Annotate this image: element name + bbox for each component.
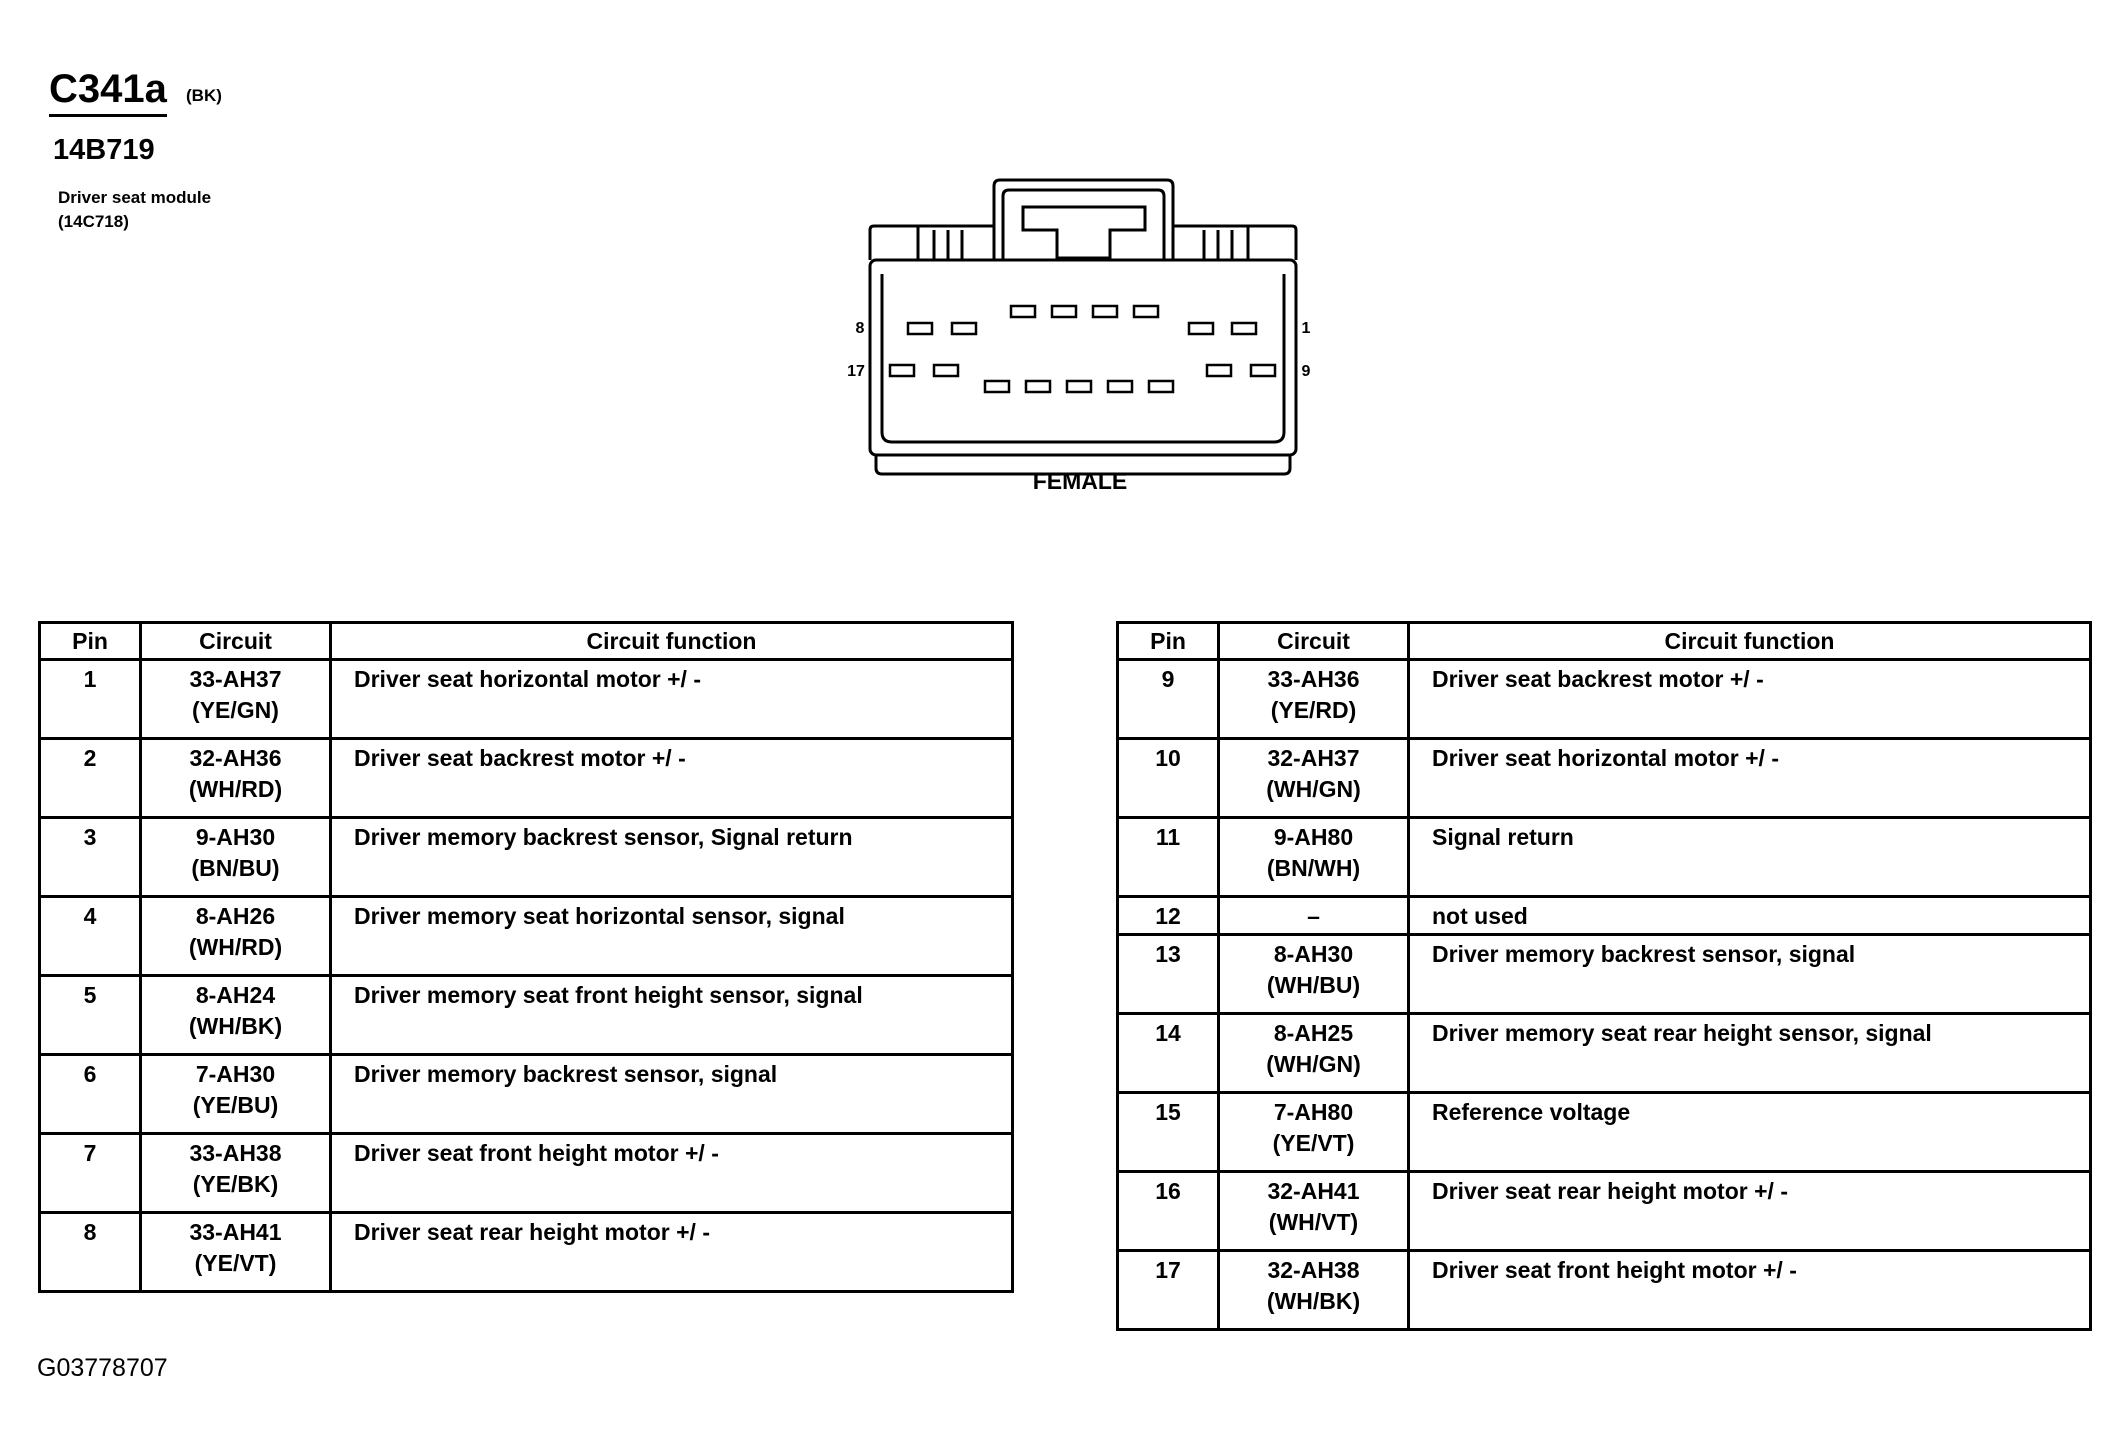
table-row — [1118, 1172, 2091, 1251]
wire-color: (WH/RD) — [188, 934, 283, 960]
pin-table-right — [1116, 621, 2092, 1331]
connector-color: (BK) — [186, 86, 222, 105]
circuit-function: Driver seat backrest motor +/ - — [331, 739, 1013, 818]
circuit-cell — [1219, 818, 1409, 897]
pin-table-left — [38, 621, 1014, 1293]
connector-gender: FEMALE — [1032, 468, 1128, 494]
circuit-function: Driver seat horizontal motor +/ - — [1409, 739, 2091, 818]
circuit-code: 8-AH30 — [1273, 941, 1354, 967]
wire-color: (BN/BU) — [191, 855, 280, 881]
wire-color: (YE/GN) — [192, 697, 279, 723]
circuit-cell — [1219, 897, 1409, 935]
circuit-code: 33-AH38 — [189, 1140, 282, 1166]
circuit-function: Driver seat front height motor +/ - — [331, 1134, 1013, 1213]
connector-id: C341a — [49, 66, 167, 117]
circuit-code: 8-AH26 — [195, 903, 276, 929]
circuit-code: 32-AH37 — [1267, 745, 1360, 771]
pin-number: 3 — [40, 818, 141, 897]
circuit-code: 8-AH24 — [195, 982, 276, 1008]
pin-number: 1 — [40, 660, 141, 739]
connector-face-diagram — [840, 170, 1310, 500]
circuit-function: Signal return — [1409, 818, 2091, 897]
table-row — [40, 1134, 1013, 1213]
wire-color: (YE/RD) — [1270, 697, 1357, 723]
circuit-code: 7-AH30 — [195, 1061, 276, 1087]
circuit-code: 9-AH30 — [195, 824, 276, 850]
table-row — [1118, 1014, 2091, 1093]
header-function: Circuit function — [331, 623, 1013, 660]
module-description: Driver seat module — [58, 188, 212, 207]
pin-table-left-body — [40, 660, 1013, 1292]
circuit-cell — [141, 739, 331, 818]
header-function: Circuit function — [1409, 623, 2091, 660]
pin-number: 13 — [1118, 935, 1219, 1014]
circuit-cell — [1219, 660, 1409, 739]
housing-inner — [882, 274, 1284, 442]
circuit-function: Driver memory seat rear height sensor, signal — [1409, 1014, 2091, 1093]
pin-number: 6 — [40, 1055, 141, 1134]
housing-body — [870, 260, 1296, 455]
pin-label-1: 1 — [1301, 320, 1310, 337]
table-row — [40, 897, 1013, 976]
circuit-code: 32-AH41 — [1267, 1178, 1360, 1204]
pin-table-right-body — [1118, 660, 2091, 1330]
circuit-function: Driver memory seat front height sensor, signal — [331, 976, 1013, 1055]
latch-window — [1023, 207, 1145, 258]
circuit-cell — [141, 818, 331, 897]
pin-label-9: 9 — [1301, 363, 1310, 380]
pin-number: 2 — [40, 739, 141, 818]
wire-color: (WH/GN) — [1266, 1051, 1361, 1077]
wire-color: (YE/BU) — [192, 1092, 279, 1118]
pin-number: 10 — [1118, 739, 1219, 818]
wire-color: (WH/VT) — [1268, 1209, 1359, 1235]
header-circuit: Circuit — [141, 623, 331, 660]
pin-number: 11 — [1118, 818, 1219, 897]
circuit-cell — [141, 976, 331, 1055]
pin-number: 9 — [1118, 660, 1219, 739]
circuit-code: 9-AH80 — [1273, 824, 1354, 850]
wire-color: (WH/BK) — [1266, 1288, 1361, 1314]
circuit-code: 32-AH38 — [1267, 1257, 1360, 1283]
circuit-cell — [141, 1055, 331, 1134]
circuit-function: Reference voltage — [1409, 1093, 2091, 1172]
circuit-code: 8-AH25 — [1273, 1020, 1354, 1046]
circuit-cell — [141, 660, 331, 739]
circuit-function: Driver seat backrest motor +/ - — [1409, 660, 2091, 739]
circuit-code: 32-AH36 — [189, 745, 282, 771]
part-number: 14B719 — [53, 134, 155, 166]
circuit-cell — [141, 1213, 331, 1292]
circuit-code: 33-AH36 — [1267, 666, 1360, 692]
pin-label-17: 17 — [847, 363, 865, 380]
wire-color: (WH/GN) — [1266, 776, 1361, 802]
wire-color: (WH/RD) — [188, 776, 283, 802]
pin-number: 7 — [40, 1134, 141, 1213]
table-row — [40, 660, 1013, 739]
pin-number: 4 — [40, 897, 141, 976]
circuit-cell — [1219, 1172, 1409, 1251]
table-row — [1118, 935, 2091, 1014]
pin-label-8: 8 — [855, 320, 865, 337]
pin-number: 12 — [1118, 897, 1219, 935]
table-row — [40, 1213, 1013, 1292]
table-row — [40, 1055, 1013, 1134]
circuit-function: Driver memory backrest sensor, signal — [1409, 935, 2091, 1014]
circuit-code: 33-AH41 — [189, 1219, 282, 1245]
circuit-function: Driver seat rear height motor +/ - — [1409, 1172, 2091, 1251]
circuit-code: 33-AH37 — [189, 666, 282, 692]
wire-color: (YE/VT) — [194, 1250, 277, 1276]
wire-color: (BN/WH) — [1266, 855, 1361, 881]
circuit-cell — [141, 1134, 331, 1213]
pin-number: 16 — [1118, 1172, 1219, 1251]
circuit-cell — [1219, 935, 1409, 1014]
table-row — [40, 739, 1013, 818]
header-pin: Pin — [40, 623, 141, 660]
circuit-cell — [1219, 1093, 1409, 1172]
circuit-function: Driver memory backrest sensor, Signal return — [331, 818, 1013, 897]
circuit-cell — [141, 897, 331, 976]
table-row — [40, 976, 1013, 1055]
wire-color: (WH/BK) — [188, 1013, 283, 1039]
pin-number: 17 — [1118, 1251, 1219, 1330]
circuit-function: Driver memory seat horizontal sensor, signal — [331, 897, 1013, 976]
pin-number: 15 — [1118, 1093, 1219, 1172]
table-row — [1118, 897, 2091, 935]
circuit-function: Driver seat horizontal motor +/ - — [331, 660, 1013, 739]
circuit-function: Driver seat front height motor +/ - — [1409, 1251, 2091, 1330]
wire-color: (WH/BU) — [1266, 972, 1361, 998]
circuit-code: 7-AH80 — [1273, 1099, 1354, 1125]
wire-color: (YE/VT) — [1272, 1130, 1355, 1156]
module-part-number: (14C718) — [58, 212, 129, 231]
header-circuit: Circuit — [1219, 623, 1409, 660]
wire-color: (YE/BK) — [192, 1171, 279, 1197]
figure-id: G03778707 — [37, 1354, 168, 1382]
header-pin: Pin — [1118, 623, 1219, 660]
table-row — [1118, 818, 2091, 897]
circuit-cell — [1219, 1251, 1409, 1330]
circuit-cell — [1219, 1014, 1409, 1093]
circuit-cell — [1219, 739, 1409, 818]
pin-number: 14 — [1118, 1014, 1219, 1093]
table-row — [1118, 739, 2091, 818]
pin-cavities — [890, 306, 1275, 392]
pin-number: 5 — [40, 976, 141, 1055]
table-row — [1118, 1093, 2091, 1172]
pin-number: 8 — [40, 1213, 141, 1292]
table-row — [40, 818, 1013, 897]
circuit-function: Driver seat rear height motor +/ - — [331, 1213, 1013, 1292]
circuit-function: Driver memory backrest sensor, signal — [331, 1055, 1013, 1134]
circuit-code: – — [1307, 903, 1320, 929]
circuit-function: not used — [1409, 897, 2091, 935]
table-row — [1118, 1251, 2091, 1330]
table-row — [1118, 660, 2091, 739]
